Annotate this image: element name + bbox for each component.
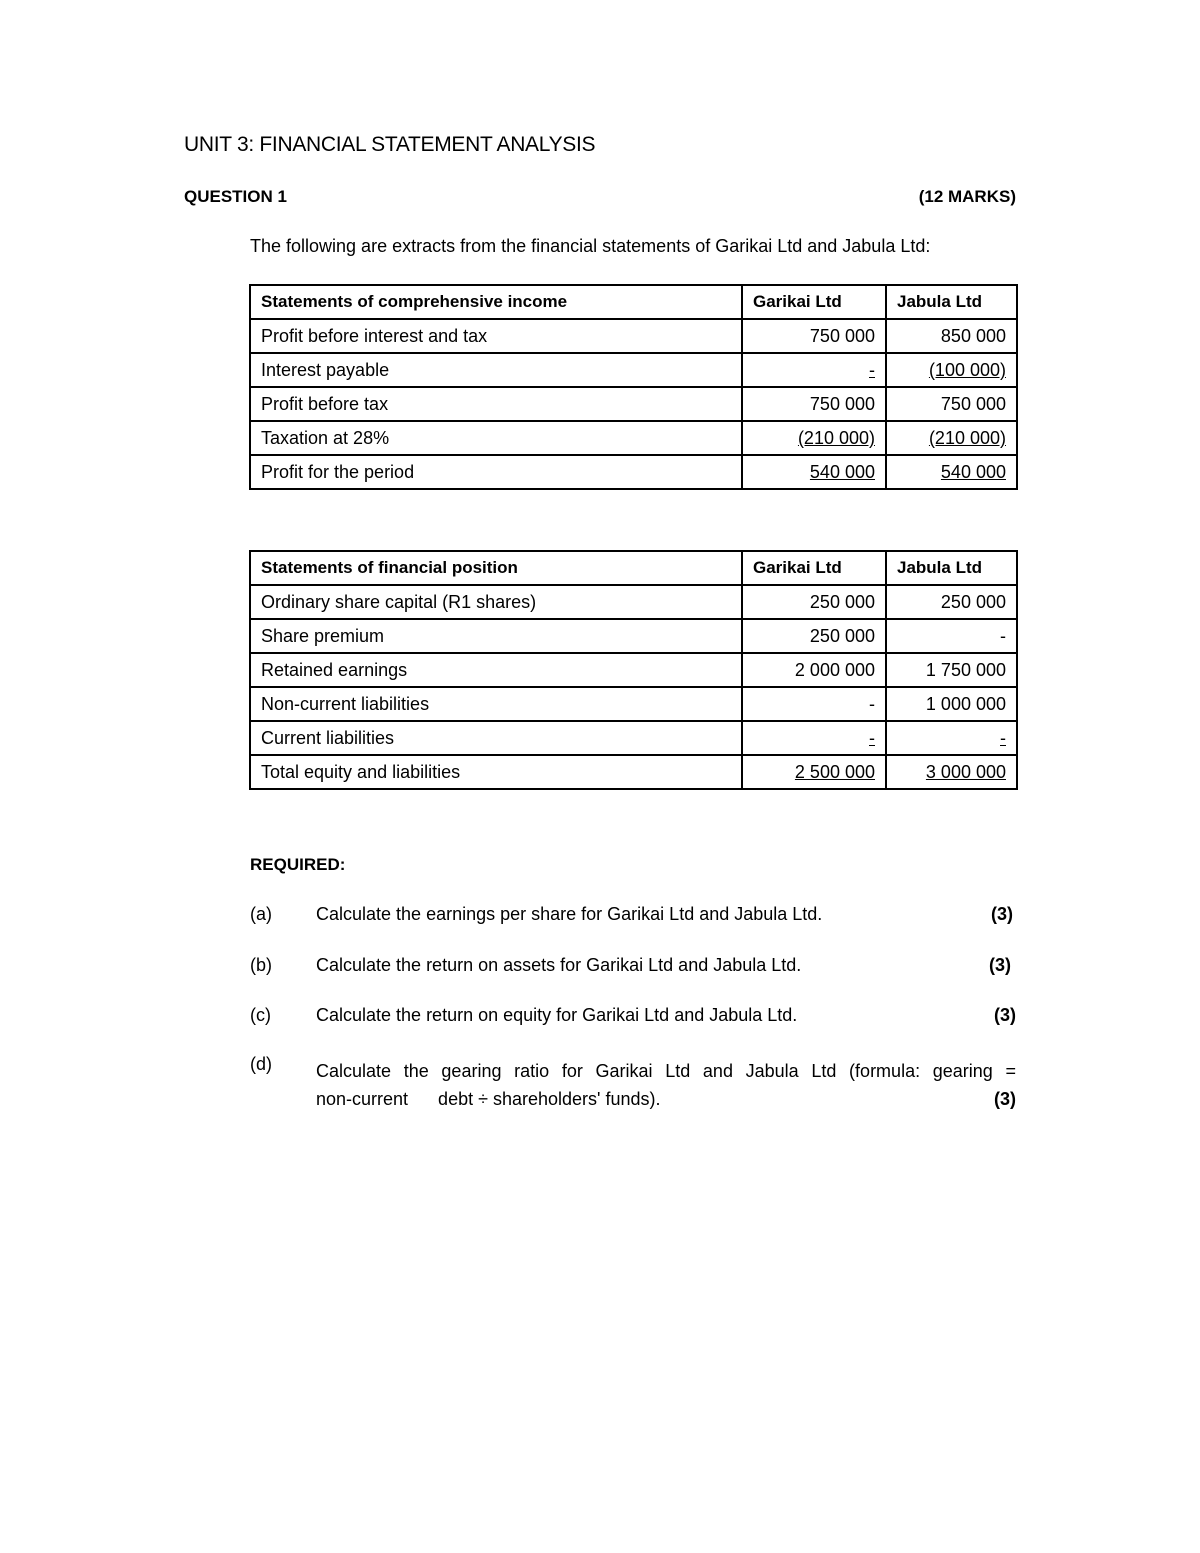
row-label: Retained earnings <box>250 653 742 687</box>
question-marks: (12 MARKS) <box>918 187 1016 206</box>
jabula-value <box>886 421 1017 455</box>
garikai-value: 750 000 <box>742 387 886 421</box>
financial-position-table <box>249 550 1018 790</box>
item-letter: (d) <box>250 1054 272 1074</box>
garikai-value: 750 000 <box>742 319 886 353</box>
jabula-value-text: 540 000 <box>940 462 1006 482</box>
table-row <box>250 421 1017 455</box>
table-row <box>250 721 1017 755</box>
garikai-value-text: - <box>869 360 875 380</box>
garikai-value: 250 000 <box>742 585 886 619</box>
table-row <box>250 687 1017 721</box>
jabula-value <box>886 755 1017 789</box>
header-statement: Statements of comprehensive income <box>250 285 742 319</box>
garikai-value-text: - <box>869 728 875 748</box>
item-marks: (3) <box>994 1089 1016 1109</box>
intro-text: The following are extracts from the financial statements of Garikai Ltd and Jabula Ltd: <box>250 236 931 256</box>
row-label: Total equity and liabilities <box>250 755 742 789</box>
garikai-value <box>742 421 886 455</box>
jabula-value-text: (100 000) <box>928 360 1006 380</box>
header-jabula: Jabula Ltd <box>886 285 1017 319</box>
question-label: QUESTION 1 <box>184 187 287 206</box>
jabula-value-text: - <box>1000 728 1006 748</box>
jabula-value: 850 000 <box>886 319 1017 353</box>
table-row <box>250 319 1017 353</box>
table-row <box>250 619 1017 653</box>
row-label: Interest payable <box>250 353 742 387</box>
jabula-value: 750 000 <box>886 387 1017 421</box>
row-label: Profit before interest and tax <box>250 319 742 353</box>
garikai-value-text: 540 000 <box>809 462 875 482</box>
garikai-value <box>742 721 886 755</box>
jabula-value: 1 750 000 <box>886 653 1017 687</box>
jabula-value: - <box>886 619 1017 653</box>
garikai-value: 2 000 000 <box>742 653 886 687</box>
item-marks: (3) <box>994 1005 1016 1025</box>
item-marks: (3) <box>989 955 1011 975</box>
table-row <box>250 387 1017 421</box>
row-label: Ordinary share capital (R1 shares) <box>250 585 742 619</box>
item-text: Calculate the return on equity for Garikai Ltd and Jabula Ltd. <box>316 1005 798 1025</box>
row-label: Share premium <box>250 619 742 653</box>
jabula-value: 1 000 000 <box>886 687 1017 721</box>
garikai-value: - <box>742 687 886 721</box>
jabula-value-text: 3 000 000 <box>925 762 1006 782</box>
garikai-value-text: 2 500 000 <box>794 762 875 782</box>
item-text: Calculate the return on assets for Garikai Ltd and Jabula Ltd. <box>316 955 802 975</box>
item-letter: (b) <box>250 955 272 975</box>
row-label: Current liabilities <box>250 721 742 755</box>
item-marks: (3) <box>991 904 1013 924</box>
jabula-value <box>886 455 1017 489</box>
header-statement: Statements of financial position <box>250 551 742 585</box>
jabula-value: 250 000 <box>886 585 1017 619</box>
garikai-value <box>742 455 886 489</box>
header-jabula: Jabula Ltd <box>886 551 1017 585</box>
table-row <box>250 455 1017 489</box>
jabula-value <box>886 353 1017 387</box>
row-label: Non-current liabilities <box>250 687 742 721</box>
table-row <box>250 755 1017 789</box>
question-header <box>184 187 1016 207</box>
garikai-value <box>742 755 886 789</box>
income-statement-table <box>249 284 1018 490</box>
item-letter: (a) <box>250 904 272 924</box>
table-header-row <box>250 551 1017 585</box>
table-header-row <box>250 285 1017 319</box>
garikai-value <box>742 353 886 387</box>
jabula-value-text: (210 000) <box>928 428 1006 448</box>
item-text-line2: non-current debt ÷ shareholders' funds). <box>316 1089 661 1109</box>
item-letter: (c) <box>250 1005 271 1025</box>
item-text: Calculate the earnings per share for Garikai Ltd and Jabula Ltd. <box>316 904 823 924</box>
garikai-value: 250 000 <box>742 619 886 653</box>
unit-title: UNIT 3: FINANCIAL STATEMENT ANALYSIS <box>184 133 596 156</box>
required-heading: REQUIRED: <box>250 855 346 874</box>
header-garikai: Garikai Ltd <box>742 285 886 319</box>
table-row <box>250 353 1017 387</box>
garikai-value-text: (210 000) <box>797 428 875 448</box>
table-row <box>250 653 1017 687</box>
row-label: Profit for the period <box>250 455 742 489</box>
table-row <box>250 585 1017 619</box>
header-garikai: Garikai Ltd <box>742 551 886 585</box>
row-label: Profit before tax <box>250 387 742 421</box>
row-label: Taxation at 28% <box>250 421 742 455</box>
jabula-value <box>886 721 1017 755</box>
item-text: Calculate the gearing ratio for Garikai Ltd and Jabula Ltd (formula: gearing = <box>316 1061 1016 1081</box>
